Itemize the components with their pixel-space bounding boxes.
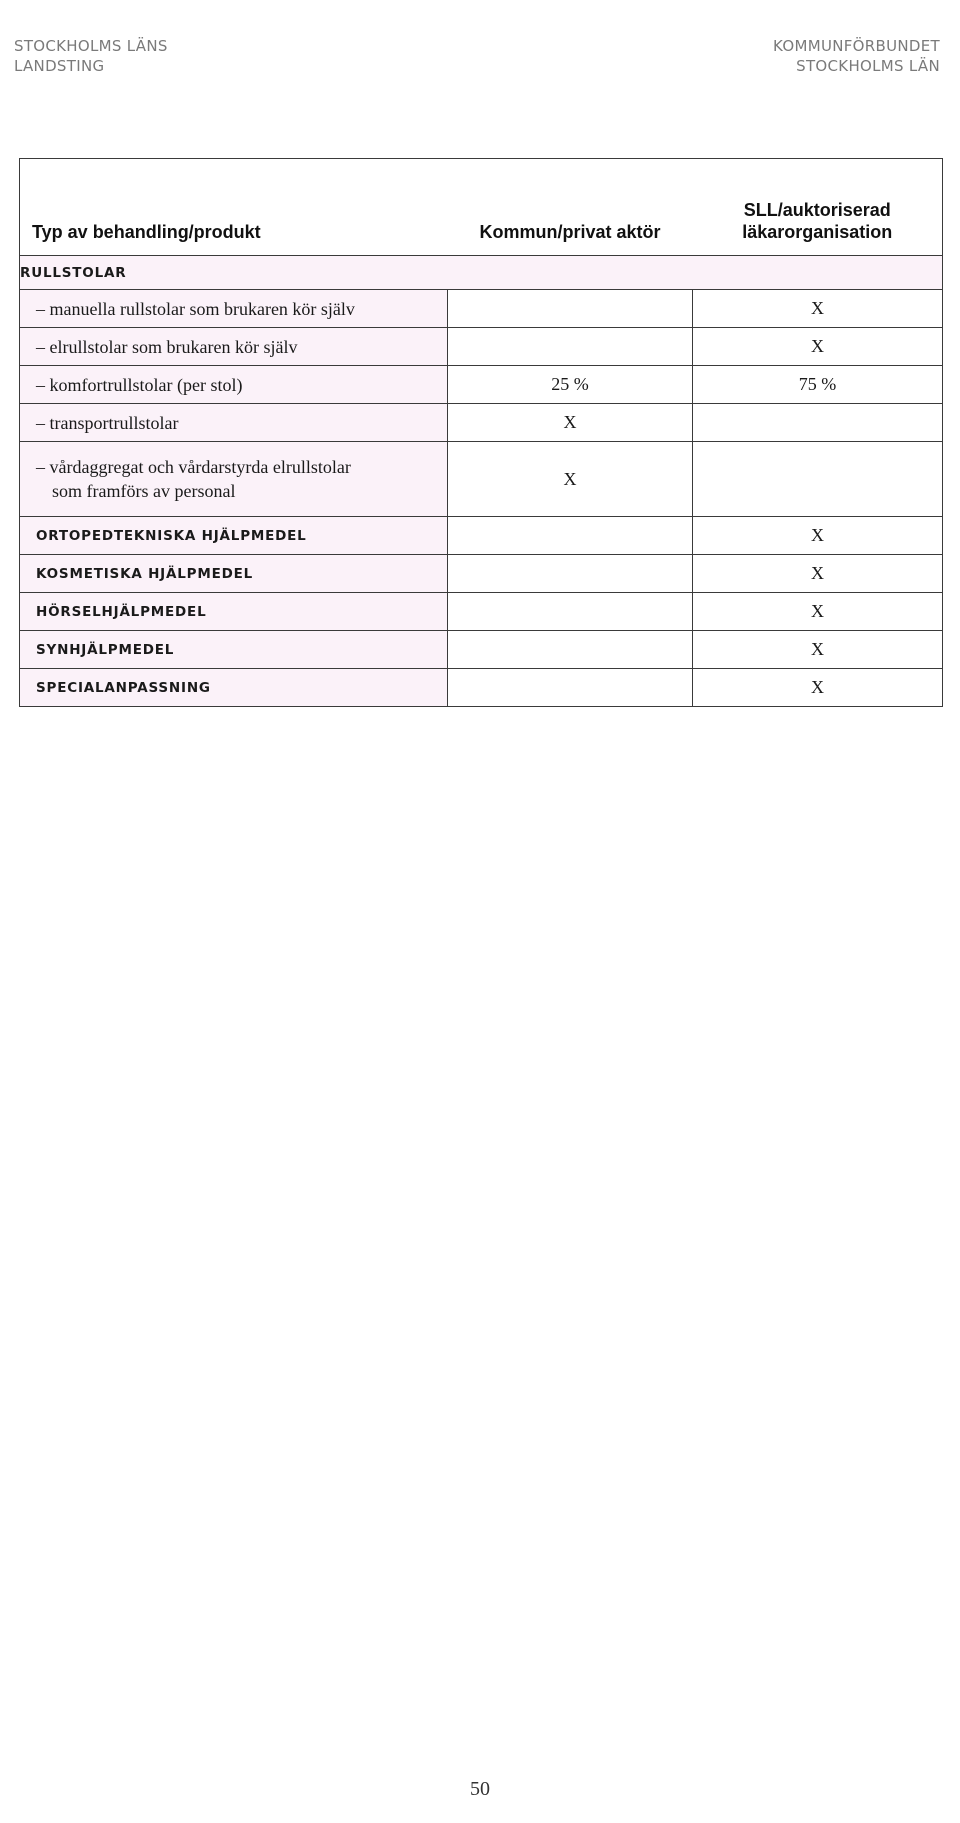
- col-header-sll-line1: SLL/auktoriserad: [743, 200, 891, 220]
- cell-sll: X: [693, 555, 943, 593]
- table-row: [20, 517, 943, 555]
- section-row-rullstolar: [20, 256, 943, 290]
- cell-sll: 75 %: [693, 366, 943, 404]
- row-label: – komfortrullstolar (per stol): [20, 366, 448, 404]
- cell-sll: X: [693, 631, 943, 669]
- cell-sll: X: [693, 290, 943, 328]
- cell-kommun: [448, 517, 693, 555]
- row-label: ORTOPEDTEKNISKA HJÄLPMEDEL: [20, 517, 448, 555]
- responsibility-table: [19, 158, 943, 707]
- row-label: SPECIALANPASSNING: [20, 669, 448, 707]
- row-label: KOSMETISKA HJÄLPMEDEL: [20, 555, 448, 593]
- header-right-line1: KOMMUNFÖRBUNDET: [773, 37, 940, 55]
- row-label: HÖRSELHJÄLPMEDEL: [20, 593, 448, 631]
- table-row: [20, 328, 943, 366]
- cell-sll: X: [693, 328, 943, 366]
- cell-kommun: 25 %: [448, 366, 693, 404]
- cell-sll: [693, 404, 943, 442]
- header-left-line1: STOCKHOLMS LÄNS: [14, 37, 168, 55]
- cell-sll: X: [693, 593, 943, 631]
- header-left: [14, 36, 168, 76]
- row-label-line1: – vårdaggregat och vårdarstyrda elrullstolar: [36, 457, 351, 477]
- table-row: [20, 404, 943, 442]
- cell-sll: X: [693, 517, 943, 555]
- table-header-row: [20, 159, 943, 256]
- cell-kommun: [448, 631, 693, 669]
- page-number: 50: [470, 1778, 490, 1800]
- section-label: RULLSTOLAR: [20, 256, 943, 290]
- row-label: – manuella rullstolar som brukaren kör själv: [20, 290, 448, 328]
- header-right: [773, 36, 940, 76]
- row-label: [20, 442, 448, 517]
- row-label: – transportrullstolar: [20, 404, 448, 442]
- table-row: [20, 631, 943, 669]
- header-right-line2: STOCKHOLMS LÄN: [796, 57, 940, 75]
- col-header-sll-line2: läkarorganisation: [742, 222, 893, 242]
- row-label: – elrullstolar som brukaren kör själv: [20, 328, 448, 366]
- cell-kommun: [448, 669, 693, 707]
- cell-kommun: [448, 555, 693, 593]
- table-row: [20, 669, 943, 707]
- cell-kommun: [448, 593, 693, 631]
- cell-sll: [693, 442, 943, 517]
- table-row: [20, 442, 943, 517]
- table-row: [20, 366, 943, 404]
- table-row: [20, 555, 943, 593]
- cell-kommun: X: [448, 404, 693, 442]
- table-row: [20, 593, 943, 631]
- cell-kommun: [448, 328, 693, 366]
- cell-sll: X: [693, 669, 943, 707]
- col-header-kommun: Kommun/privat aktör: [448, 159, 693, 256]
- table-row: [20, 290, 943, 328]
- row-label-line2: som framförs av personal: [52, 481, 236, 501]
- col-header-product: Typ av behandling/produkt: [20, 159, 448, 256]
- cell-kommun: [448, 290, 693, 328]
- header-left-line2: LANDSTING: [14, 57, 105, 75]
- col-header-sll: [693, 159, 943, 256]
- row-label: SYNHJÄLPMEDEL: [20, 631, 448, 669]
- cell-kommun: X: [448, 442, 693, 517]
